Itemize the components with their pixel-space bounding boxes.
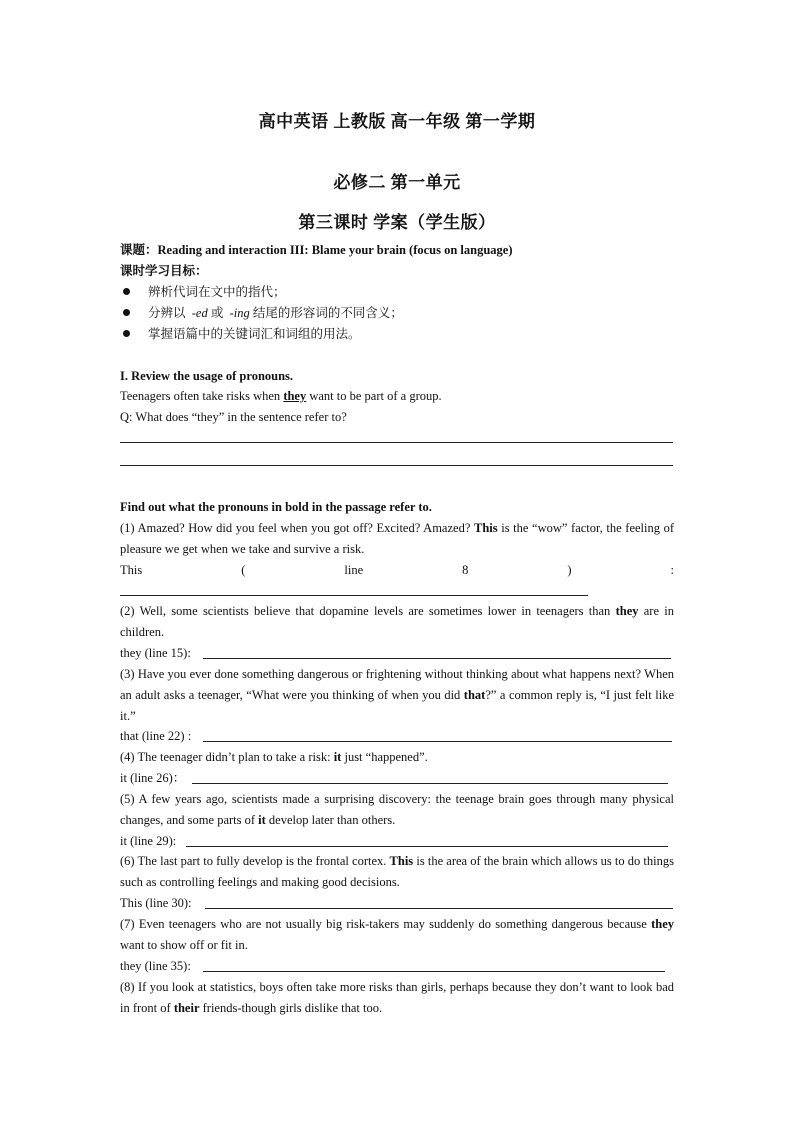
answer-line[interactable] <box>186 846 668 847</box>
passage-item-5: (5) A few years ago, scientists made a surprising discovery: the teenage brain goes through many physical changes, and some parts of it develop later than others. <box>120 792 674 827</box>
passage-item-4: (4) The teenager didn’t plan to take a risk: it just “happened”. <box>120 750 428 764</box>
goal-item: 辨析代词在文中的指代； <box>120 282 286 303</box>
answer-line[interactable] <box>120 465 673 466</box>
goal-item: 掌握语篇中的关键词汇和词组的用法。 <box>120 324 361 345</box>
topic-label: 课题： <box>120 243 158 257</box>
answer-line[interactable] <box>203 971 665 972</box>
answer-prompt-3: that (line 22) : <box>120 729 192 743</box>
section1-sentence: Teenagers often take risks when they want to be part of a group. <box>120 389 442 403</box>
title-lesson: 第三课时 学案（学生版） <box>298 213 496 232</box>
section2-heading: Find out what the pronouns in bold in the passage refer to. <box>120 500 432 514</box>
title-unit: 必修二 第一单元 <box>333 173 461 192</box>
topic-text: Reading and interaction III: Blame your brain (focus on language) <box>157 243 513 257</box>
answer-prompt-4: it (line 26)： <box>120 771 186 785</box>
passage-item-8: (8) If you look at statistics, boys often take more risks than girls, perhaps because they don’t want to look bad in front of their friends-though girls dislike that too. <box>120 980 674 1015</box>
answer-prompt-7: they (line 35): <box>120 959 191 973</box>
passage-item-2: (2) Well, some scientists believe that dopamine levels are sometimes lower in teenagers than they are in children. <box>120 604 675 639</box>
answer-line[interactable] <box>120 595 588 596</box>
section1-heading: I. Review the usage of pronouns. <box>120 369 294 383</box>
answer-prompt-5: it (line 29): <box>120 834 177 848</box>
answer-line[interactable] <box>203 658 671 659</box>
answer-line[interactable] <box>192 783 668 784</box>
bullet-icon <box>123 330 130 337</box>
goal-item: 分辨以 -ed 或 -ing 结尾的形容词的不同含义； <box>120 303 403 324</box>
answer-line[interactable] <box>205 908 673 909</box>
goals-label: 课时学习目标： <box>120 264 208 278</box>
section1-question: Q: What does “they” in the sentence refer to? <box>120 410 347 424</box>
answer-line[interactable] <box>120 442 673 443</box>
bullet-icon <box>123 309 130 316</box>
passage-item-7: (7) Even teenagers who are not usually big risk-takers may suddenly do something dangerous because they want to show off or fit in. <box>120 917 674 952</box>
answer-line[interactable] <box>203 741 672 742</box>
answer-prompt-1: This ( line 8 ) : <box>120 563 674 577</box>
answer-prompt-6: This (line 30): <box>120 896 192 910</box>
passage-item-1: (1) Amazed? How did you feel when you got off? Excited? Amazed? This is the “wow” factor, the feeling of pleasure we get when we take and survive a risk. <box>120 521 674 556</box>
passage-item-3: (3) Have you ever done something dangerous or frightening without thinking about what happens next? When an adult asks a teenager, “What were you thinking of when you did that?” a common reply is, “I just felt like it.” <box>120 667 674 723</box>
bullet-icon <box>123 288 130 295</box>
lesson-topic <box>120 240 674 261</box>
passage-item-6: (6) The last part to fully develop is the frontal cortex. This is the area of the brain which allows us to do things such as controlling feelings and making good decisions. <box>120 854 674 889</box>
title-course: 高中英语 上教版 高一年级 第一学期 <box>258 112 536 131</box>
answer-prompt-2: they (line 15): <box>120 646 191 660</box>
